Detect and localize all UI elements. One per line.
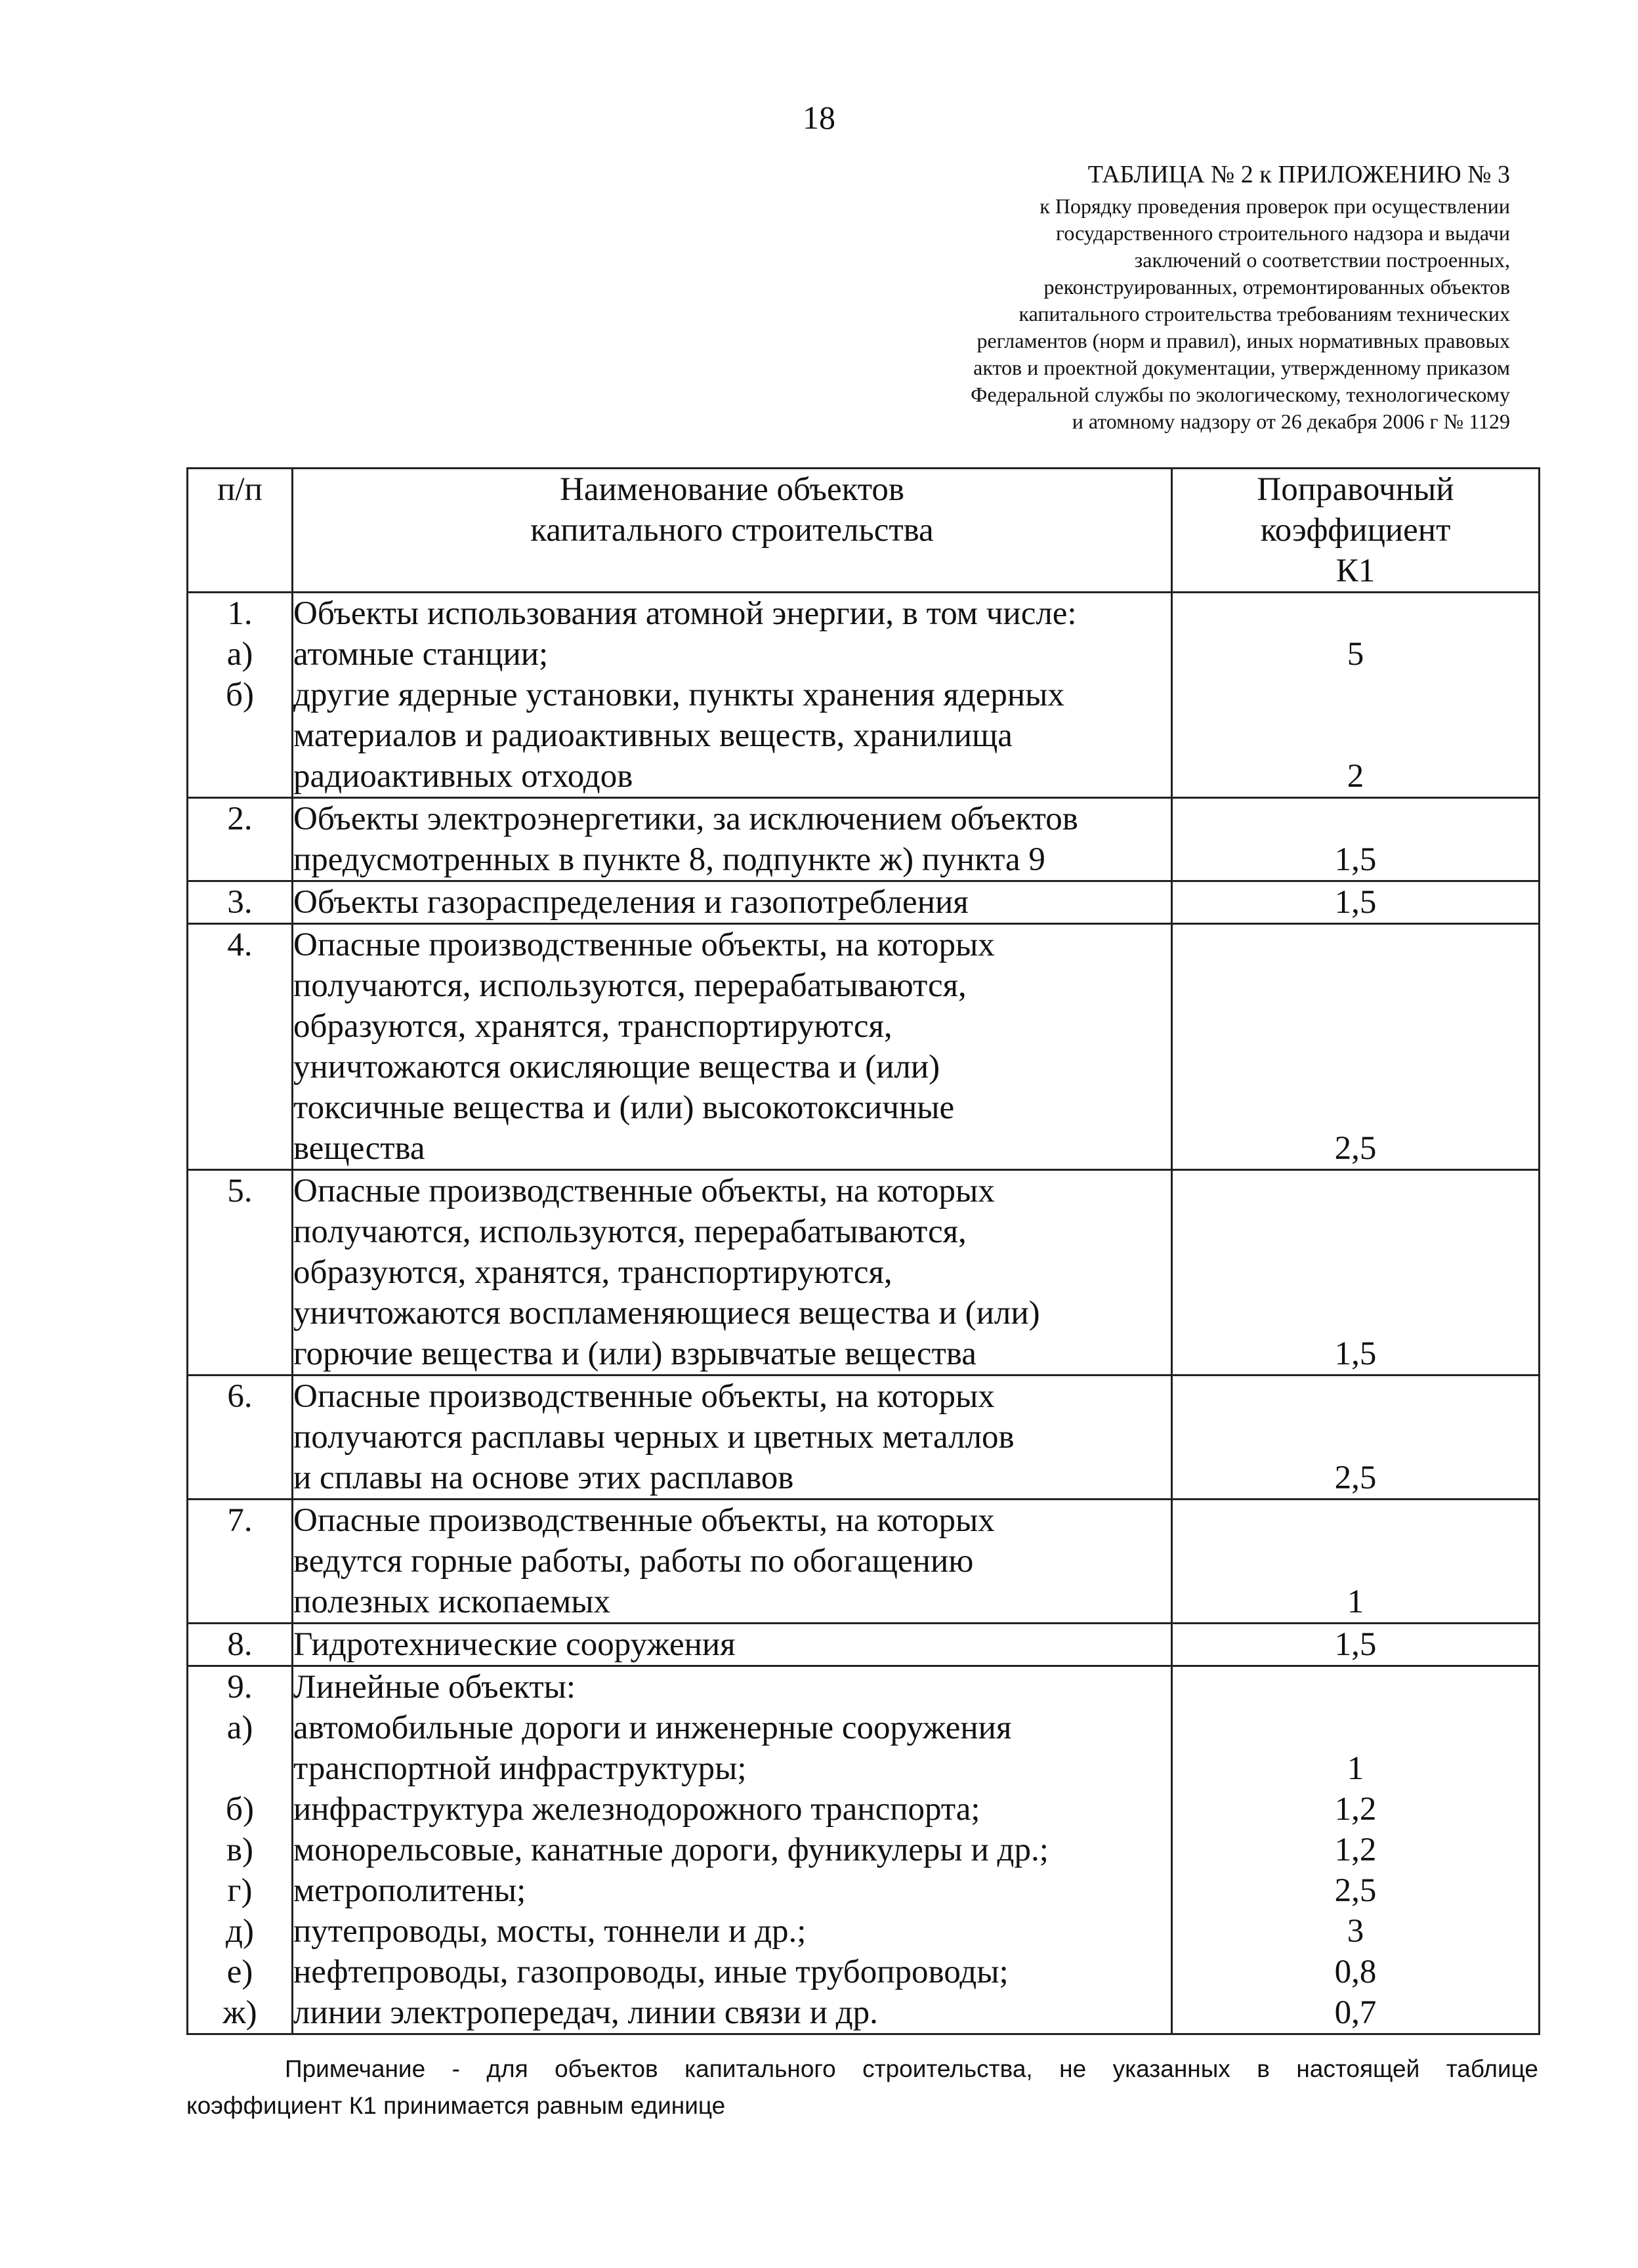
- row-number: 9.: [227, 1669, 253, 1706]
- coefficient-value: [1173, 1006, 1538, 1047]
- header-coef-line: К1: [1335, 553, 1376, 589]
- row-number: [188, 715, 291, 756]
- table-row: [188, 1624, 1540, 1666]
- object-name-line: Опасные производственные объекты, на которых: [293, 1502, 995, 1539]
- object-name-line: инфраструктура железнодорожного транспорта;: [293, 1791, 980, 1828]
- row-number: [188, 1541, 291, 1582]
- header-name-line: Наименование объектов: [560, 471, 904, 508]
- object-name-line: ведутся горные работы, работы по обогащению: [293, 1543, 974, 1580]
- header-name-line: капитального строительства: [530, 512, 934, 549]
- coefficient-value: 1,2: [1334, 1791, 1377, 1828]
- object-name-cell: [293, 593, 1172, 798]
- header-name: [293, 469, 1172, 593]
- coefficient-cell: [1172, 881, 1540, 924]
- object-name-line: уничтожаются воспламеняющиеся вещества и (или): [293, 1295, 1040, 1332]
- header-line: Федеральной службы по экологическому, технологическому: [971, 383, 1510, 406]
- note: [186, 2051, 1538, 2124]
- object-name-line: получаются расплавы черных и цветных металлов: [293, 1419, 1015, 1456]
- object-name-line: предусмотренных в пункте 8, подпункте ж) пункта 9: [293, 841, 1045, 878]
- coefficient-value: 1: [1347, 1750, 1364, 1787]
- row-number-cell: [188, 924, 293, 1170]
- coefficient-value: [1173, 799, 1538, 839]
- table-row: [188, 1666, 1540, 2034]
- coefficient-value: [1173, 593, 1538, 634]
- row-number: [188, 1748, 291, 1789]
- object-name-line: атомные станции;: [293, 636, 549, 673]
- row-number: 6.: [227, 1378, 253, 1415]
- row-number: [188, 756, 291, 797]
- header-coef: [1172, 469, 1540, 593]
- coefficient-value: [1173, 1047, 1538, 1087]
- row-number: 2.: [227, 801, 253, 837]
- object-name-cell: [293, 1170, 1172, 1376]
- object-name-line: метрополитены;: [293, 1872, 526, 1909]
- row-number: [188, 1211, 291, 1252]
- row-number: 1.: [227, 595, 253, 632]
- object-name-line: образуются, хранятся, транспортируются,: [293, 1008, 892, 1045]
- coefficient-cell: [1172, 798, 1540, 881]
- coefficient-value: [1173, 1211, 1538, 1252]
- object-name-line: уничтожаются окисляющие вещества и (или): [293, 1049, 940, 1085]
- object-name-line: Опасные производственные объекты, на которых: [293, 1173, 995, 1209]
- coefficient-value: 2,5: [1334, 1460, 1377, 1496]
- row-number-cell: [188, 1500, 293, 1624]
- row-number: [188, 1047, 291, 1087]
- row-number: [188, 1087, 291, 1128]
- table-header-row: [188, 469, 1540, 593]
- row-number-cell: [188, 798, 293, 881]
- header-coef-line: Поправочный: [1257, 471, 1454, 508]
- table-row: [188, 1500, 1540, 1624]
- coefficient-value: 1,5: [1334, 841, 1377, 878]
- table-row: [188, 924, 1540, 1170]
- header-title: ТАБЛИЦА № 2 к ПРИЛОЖЕНИЮ № 3: [1087, 161, 1510, 188]
- row-number: б): [226, 1791, 254, 1828]
- header-line: капитального строительства требованиям технических: [1018, 302, 1510, 326]
- object-name-line: монорельсовые, канатные дороги, фуникулеры и др.;: [293, 1832, 1049, 1868]
- object-name-line: Объекты электроэнергетики, за исключением объектов: [293, 801, 1078, 837]
- coefficient-value: [1173, 1541, 1538, 1582]
- row-number: е): [226, 1954, 253, 1990]
- coefficient-cell: [1172, 1376, 1540, 1500]
- coefficient-cell: [1172, 1170, 1540, 1376]
- table-row: [188, 593, 1540, 798]
- row-number: [188, 1334, 291, 1374]
- coefficient-value: 2,5: [1334, 1872, 1377, 1909]
- coefficient-value: 2: [1347, 758, 1364, 795]
- object-name-line: и сплавы на основе этих расплавов: [293, 1460, 794, 1496]
- note-line: Примечание - для объектов капитального строительства, не указанных в настоящей таблице: [285, 2055, 1538, 2082]
- coefficient-value: 1,2: [1334, 1832, 1377, 1868]
- row-number-cell: [188, 1170, 293, 1376]
- coefficient-value: 1,5: [1334, 1335, 1377, 1372]
- coefficient-table: [186, 467, 1540, 2035]
- header-coef-line: коэффициент: [1260, 512, 1451, 549]
- row-number: [188, 1252, 291, 1293]
- row-number: г): [227, 1872, 253, 1909]
- coefficient-value: 0,7: [1334, 1994, 1377, 2031]
- coefficient-value: [1173, 1087, 1538, 1128]
- header-line: реконструированных, отремонтированных объектов: [1043, 275, 1510, 299]
- row-number: [188, 1417, 291, 1458]
- header-num: п/п: [188, 469, 293, 593]
- row-number-cell: [188, 1624, 293, 1666]
- table-row: [188, 798, 1540, 881]
- row-number: а): [226, 636, 253, 673]
- object-name-line: горючие вещества и (или) взрывчатые вещества: [293, 1335, 976, 1372]
- coefficient-cell: [1172, 1624, 1540, 1666]
- row-number: [188, 965, 291, 1006]
- object-name-line: линии электропередач, линии связи и др.: [293, 1994, 878, 2031]
- object-name-cell: [293, 1666, 1172, 2034]
- object-name-line: получаются, используются, перерабатываются,: [293, 967, 967, 1004]
- table-body: [188, 593, 1540, 2034]
- object-name-line: радиоактивных отходов: [293, 758, 633, 795]
- coefficient-value: 2,5: [1334, 1130, 1377, 1167]
- object-name-line: Объекты использования атомной энергии, в том числе:: [293, 595, 1077, 632]
- coefficient-value: [1173, 1667, 1538, 1708]
- coefficient-value: [1173, 715, 1538, 756]
- row-number: [188, 1006, 291, 1047]
- header-line: государственного строительного надзора и выдачи: [1056, 221, 1510, 245]
- table-row: [188, 881, 1540, 924]
- object-name-line: Опасные производственные объекты, на которых: [293, 927, 995, 963]
- row-number-cell: [188, 593, 293, 798]
- row-number: [188, 1128, 291, 1169]
- header-line: заключений о соответствии построенных,: [1134, 248, 1510, 272]
- row-number: ж): [222, 1994, 257, 2031]
- row-number: 3.: [227, 884, 253, 921]
- object-name-cell: [293, 1624, 1172, 1666]
- object-name-line: транспортной инфраструктуры;: [293, 1750, 747, 1787]
- object-name-cell: [293, 924, 1172, 1170]
- document-header: [657, 158, 1510, 435]
- row-number: а): [226, 1710, 253, 1746]
- coefficient-cell: [1172, 924, 1540, 1170]
- coefficient-cell: [1172, 1666, 1540, 2034]
- coefficient-value: [1173, 925, 1538, 965]
- object-name-line: получаются, используются, перерабатываются,: [293, 1213, 967, 1250]
- row-number: [188, 1458, 291, 1498]
- table-row: [188, 1170, 1540, 1376]
- row-number: 4.: [227, 927, 253, 963]
- coefficient-value: [1173, 1500, 1538, 1541]
- row-number: д): [226, 1913, 254, 1950]
- object-name-line: Линейные объекты:: [293, 1669, 576, 1706]
- object-name-line: материалов и радиоактивных веществ, хранилища: [293, 717, 1013, 754]
- header-line: к Порядку проведения проверок при осуществлении: [1040, 194, 1510, 218]
- row-number: 5.: [227, 1173, 253, 1209]
- object-name-cell: [293, 1500, 1172, 1624]
- coefficient-value: [1173, 1708, 1538, 1748]
- row-number: [188, 1582, 291, 1622]
- object-name-line: Объекты газораспределения и газопотребления: [293, 884, 969, 921]
- coefficient-value: 1,5: [1334, 1626, 1377, 1663]
- coefficient-value: 5: [1347, 636, 1364, 673]
- row-number-cell: [188, 1666, 293, 2034]
- coefficient-value: [1173, 965, 1538, 1006]
- object-name-cell: [293, 1376, 1172, 1500]
- object-name-line: Гидротехнические сооружения: [293, 1626, 736, 1663]
- row-number: в): [226, 1832, 254, 1868]
- object-name-line: автомобильные дороги и инженерные сооружения: [293, 1710, 1012, 1746]
- header-line: актов и проектной документации, утвержденному приказом: [973, 356, 1510, 379]
- row-number: б): [226, 677, 254, 713]
- coefficient-cell: [1172, 1500, 1540, 1624]
- row-number: 8.: [227, 1626, 253, 1663]
- object-name-cell: [293, 881, 1172, 924]
- coefficient-value: [1173, 1417, 1538, 1458]
- row-number: [188, 839, 291, 880]
- object-name-line: вещества: [293, 1130, 425, 1167]
- coefficient-value: 0,8: [1334, 1954, 1377, 1990]
- page-number: 18: [803, 99, 835, 136]
- coefficient-cell: [1172, 593, 1540, 798]
- object-name-line: другие ядерные установки, пункты хранения ядерных: [293, 677, 1064, 713]
- object-name-line: нефтепроводы, газопроводы, иные трубопроводы;: [293, 1954, 1009, 1990]
- object-name-line: Опасные производственные объекты, на которых: [293, 1378, 995, 1415]
- coefficient-value: [1173, 1252, 1538, 1293]
- object-name-line: образуются, хранятся, транспортируются,: [293, 1254, 892, 1291]
- object-name-line: полезных ископаемых: [293, 1584, 611, 1620]
- note-line: коэффициент К1 принимается равным единице: [186, 2092, 726, 2119]
- row-number: [188, 1293, 291, 1334]
- object-name-cell: [293, 798, 1172, 881]
- coefficient-value: 3: [1347, 1913, 1364, 1950]
- coefficient-value: 1: [1347, 1584, 1364, 1620]
- row-number-cell: [188, 1376, 293, 1500]
- object-name-line: путепроводы, мосты, тоннели и др.;: [293, 1913, 807, 1950]
- object-name-line: токсичные вещества и (или) высокотоксичные: [293, 1089, 955, 1126]
- coefficient-value: 1,5: [1334, 884, 1377, 921]
- table-row: [188, 1376, 1540, 1500]
- coefficient-value: [1173, 1293, 1538, 1334]
- coefficient-value: [1173, 675, 1538, 715]
- header-line: и атомному надзору от 26 декабря 2006 г № 1129: [1072, 410, 1510, 433]
- row-number: 7.: [227, 1502, 253, 1539]
- header-line: регламентов (норм и правил), иных нормативных правовых: [976, 329, 1510, 352]
- coefficient-value: [1173, 1171, 1538, 1211]
- coefficient-value: [1173, 1376, 1538, 1417]
- row-number-cell: [188, 881, 293, 924]
